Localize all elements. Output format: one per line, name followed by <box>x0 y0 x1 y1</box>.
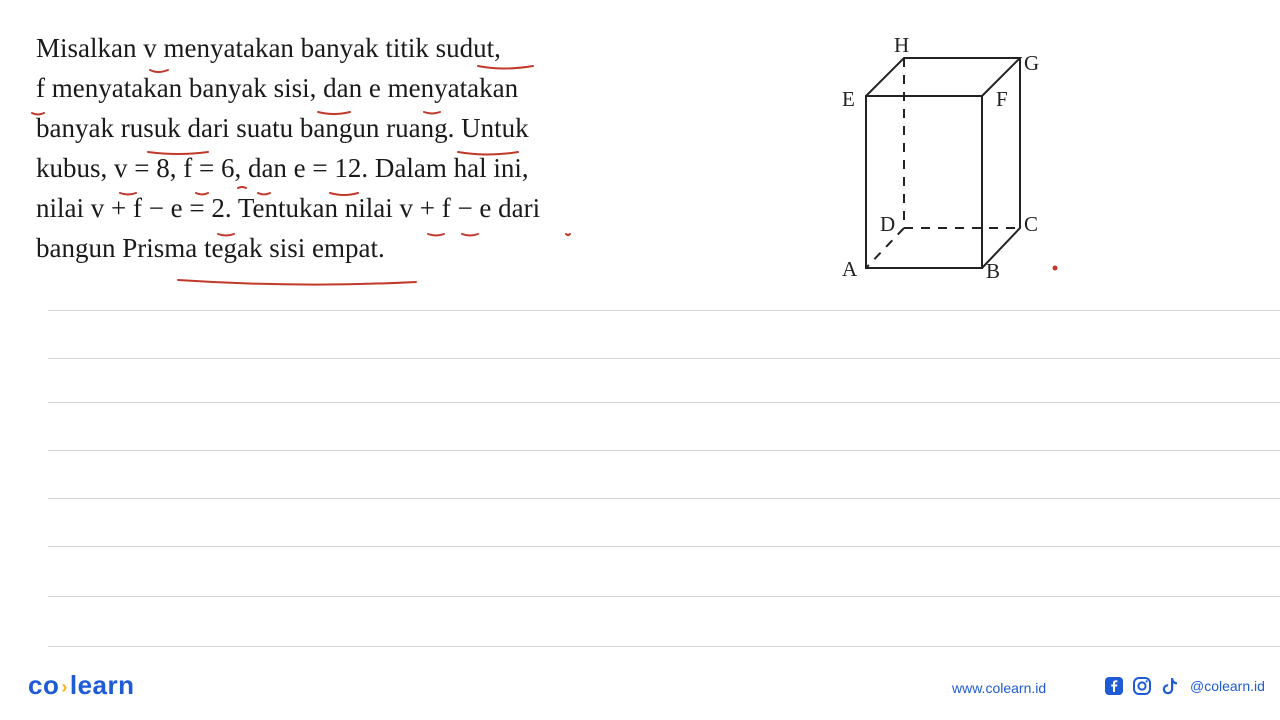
problem-text <box>36 28 636 268</box>
vertex-label-g: G <box>1024 51 1040 75</box>
facebook-icon[interactable] <box>1104 676 1124 696</box>
problem-line-6: bangun Prisma tegak sisi empat. <box>36 233 385 263</box>
vertex-label-a: A <box>842 257 858 281</box>
ruled-line <box>48 498 1280 499</box>
vertex-label-h: H <box>894 33 910 57</box>
social-links <box>1104 676 1265 696</box>
logo-dot-icon: › <box>61 676 68 697</box>
ruled-line <box>48 450 1280 451</box>
problem-line-1: Misalkan v menyatakan banyak titik sudut, <box>36 33 501 63</box>
prism-front-face <box>866 96 982 268</box>
vertex-label-d: D <box>880 212 896 236</box>
vertex-label-c: C <box>1024 212 1039 236</box>
problem-line-2: f menyatakan banyak sisi, dan e menyatakan <box>36 73 519 103</box>
problem-line-4: kubus, v = 8, f = 6, dan e = 12. Dalam hal ini, <box>36 153 529 183</box>
social-handle[interactable]: @colearn.id <box>1190 678 1265 694</box>
tiktok-icon[interactable] <box>1160 676 1180 696</box>
ruled-line <box>48 310 1280 311</box>
ruled-line <box>48 546 1280 547</box>
vertex-label-e: E <box>842 87 855 111</box>
colearn-logo <box>28 670 135 701</box>
vertex-label-f: F <box>996 87 1008 111</box>
logo-text-learn: learn <box>69 670 135 700</box>
website-link[interactable]: www.colearn.id <box>952 680 1047 696</box>
ruled-line <box>48 402 1280 403</box>
ruled-line <box>48 596 1280 597</box>
annotation-mark <box>178 280 416 285</box>
problem-line-5: nilai v + f − e = 2. Tentukan nilai v + f − e dari <box>36 193 541 223</box>
vertex-label-b: B <box>986 259 1001 283</box>
logo-text-co: co <box>28 670 60 700</box>
instagram-icon[interactable] <box>1132 676 1152 696</box>
ruled-line <box>48 646 1280 647</box>
problem-line-3: banyak rusuk dari suatu bangun ruang. Untuk <box>36 113 529 143</box>
prism-figure <box>830 28 1070 298</box>
ruled-line <box>48 358 1280 359</box>
